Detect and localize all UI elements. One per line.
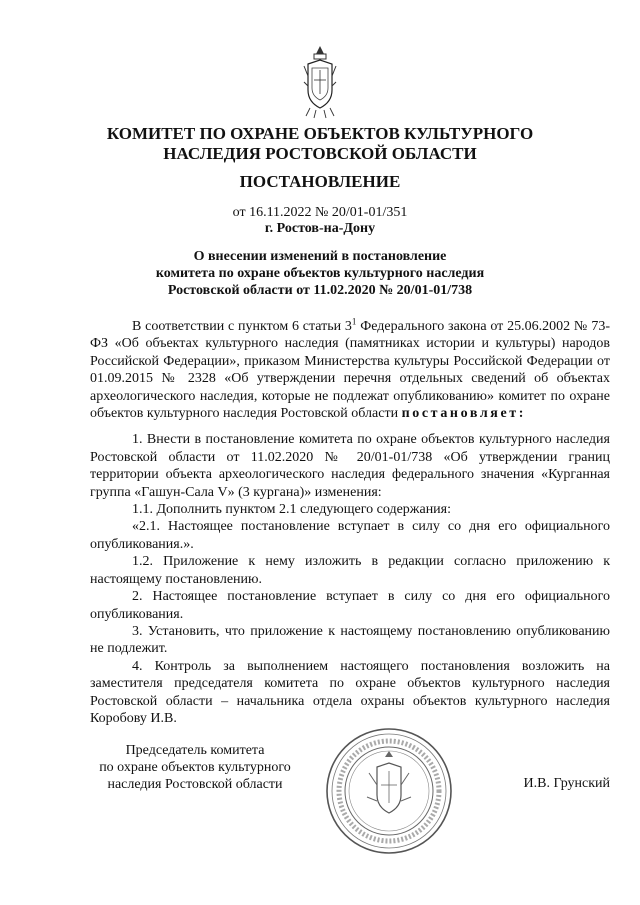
subject-line-1: О внесении изменений в постановление [193, 249, 447, 264]
subject-line-2: комитета по охране объектов культурного наследия [155, 266, 485, 281]
item-1: 1. Внести в постановление комитета по охране объектов культурного наследия Ростовской области от 11.02.2020 № 20/01-01/738 «Об утверждении границ территории объекта археологического наследия федерального значения «Курганная группа «Гашун-Сала V» (3 кургана)» изменения: [90, 432, 610, 500]
preamble-paragraph [90, 318, 610, 422]
decree-word: постановляет: [401, 406, 526, 422]
preamble-superscript: 1 [351, 316, 357, 327]
item-1-1: 1.1. Дополнить пунктом 2.1 следующего содержания: [132, 502, 452, 518]
item-2: 2. Настоящее постановление вступает в силу со дня его официального опубликования. [90, 589, 610, 622]
item-3: 3. Установить, что приложение к настоящему постановлению опубликованию не подлежит. [90, 623, 610, 657]
document-subject [0, 248, 640, 299]
signatory-title [60, 742, 330, 793]
item-4: 4. Контроль за выполнением настоящего постановления возложить на заместителя председателя комитета по охране объектов культурного наследия Ростовской области – начальника отдела охраны объектов культурного наследия Коробову И.В. [90, 658, 610, 726]
item-1-1-quote: «2.1. Настоящее постановление вступает в силу со дня его официального опубликования.». [90, 519, 610, 552]
official-seal-icon [325, 727, 453, 855]
document-body [90, 318, 610, 727]
org-line-2: НАСЛЕДИЯ РОСТОВСКОЙ ОБЛАСТИ [163, 144, 477, 163]
subject-line-3: Ростовской области от 11.02.2020 № 20/01-01/738 [167, 283, 473, 298]
preamble-text-a: В соответствии с пунктом 6 статьи 3 [132, 319, 352, 334]
preamble-text-b: Федерального закона от 25.06.2002 № 73-ФЗ «Об объектах культурного наследия (памятниках истории и культуры) народов Российской Федерации», приказом Министерства культуры Российской Федерации от 01.09.2015 № 2328 «Об утверждении перечня отдельных сведений об объектах археологического наследия, которые не подлежат опубликованию» комитет по охране объектов культурного наследия Ростовской области [90, 319, 611, 422]
signatory-line-2: по охране объектов культурного [99, 760, 291, 775]
item-1-2: 1.2. Приложение к нему изложить в редакции согласно приложению к настоящему постановлению. [90, 554, 610, 587]
signatory-line-1: Председатель комитета [125, 743, 265, 758]
coat-of-arms-icon [302, 42, 338, 120]
signatory-name: И.В. Грунский [523, 776, 610, 791]
document-date-number: от 16.11.2022 № 20/01-01/351 [232, 205, 408, 220]
org-line-1: КОМИТЕТ ПО ОХРАНЕ ОБЪЕКТОВ КУЛЬТУРНОГО [106, 124, 534, 143]
signatory-line-3: наследия Ростовской области [107, 777, 283, 792]
organization-name [0, 124, 640, 164]
document-type: ПОСТАНОВЛЕНИЕ [239, 172, 401, 191]
document-city: г. Ростов-на-Дону [264, 221, 376, 236]
